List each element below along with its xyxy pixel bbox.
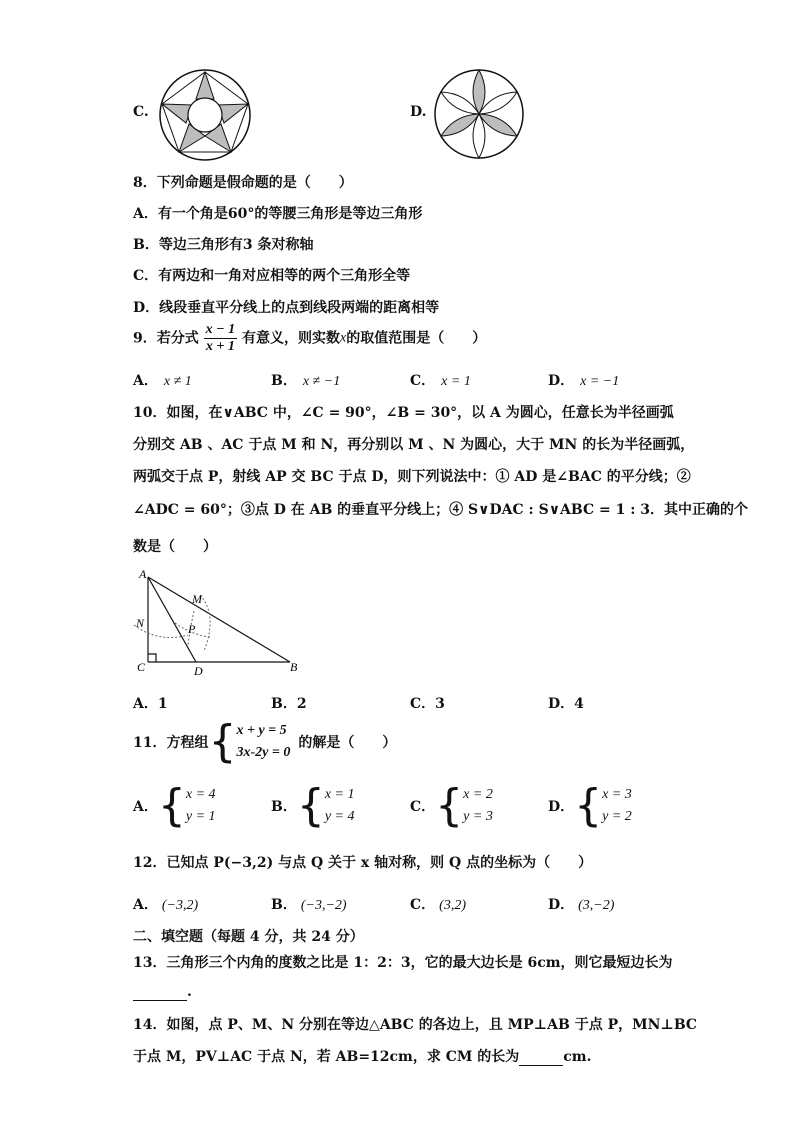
q8-option-a: A．有一个角是60°的等腰三角形是等边三角形 (133, 206, 423, 222)
q12-option-d: D． (3,−2) (548, 897, 615, 913)
q12-option-c: C． (3,2) (410, 897, 466, 913)
q10-line-2: 分别交 AB 、AC 于点 M 和 N，再分别以 M 、N 为圆心，大于 MN 的长为半径画弧， (133, 437, 695, 453)
figure-c-star-circle (156, 68, 254, 162)
q12-stem: 12．已知点 P(−3,2) 与点 Q 关于 x 轴对称，则 Q 点的坐标为（ ） (133, 855, 593, 871)
q9-stem: 9．若分式 $\frac{x - 1}{x + 1}$ 有意义，则实数x的取值范围是（ ） (133, 322, 487, 354)
q11-option-a: A．{ x = 4 y = 1 (133, 780, 216, 831)
q8-option-b: B．等边三角形有3 条对称轴 (133, 237, 314, 253)
figure-d-flower-circle (432, 68, 526, 160)
q9-option-b: B． x ≠ −1 (271, 373, 341, 389)
q13-answer-blank[interactable] (133, 984, 187, 1001)
q14-line-1: 14．如图，点 P、M、N 分别在等边△ABC 的各边上，且 MP⊥AB 于点 P，MN⊥BC (133, 1017, 698, 1033)
q10-triangle-figure (130, 565, 305, 680)
q8-stem: 8．下列命题是假命题的是（ ） (133, 175, 353, 191)
q10-option-b: B．2 (271, 696, 307, 712)
q10-line-5: 数是（ ） (133, 539, 217, 555)
q10-line-1: 10．如图，在∨ABC 中，∠C = 90°，∠B = 30°，以 A 为圆心，任意长为半径画弧 (133, 405, 674, 421)
q9-option-a: A． x ≠ 1 (133, 373, 192, 389)
q11-stem: 11．方程组{ x + y = 5 3x-2y = 0 的解是（ ） (133, 716, 397, 767)
option-d-label: D. (410, 104, 427, 120)
option-c-label: C. (133, 104, 149, 120)
q14-line-2: 于点 M，PV⊥AC 于点 N，若 AB=12cm，求 CM 的长为 cm. (133, 1049, 592, 1065)
q10-option-d: D．4 (548, 696, 584, 712)
q11-option-d: D．{ x = 3 y = 2 (548, 780, 632, 831)
q9-option-c: C． x = 1 (410, 373, 471, 389)
q8-option-d: D．线段垂直平分线上的点到线段两端的距离相等 (133, 300, 440, 316)
label-N: N (136, 616, 145, 630)
q14-answer-blank[interactable] (519, 1049, 563, 1066)
label-A: A (139, 567, 147, 581)
q12-option-b: B． (−3,−2) (271, 897, 347, 913)
q10-line-4: ∠ADC = 60°；③点 D 在 AB 的垂直平分线上；④ S∨DAC : S∨ABC = 1 : 3．其中正确的个 (133, 502, 749, 518)
label-M: M (192, 592, 202, 606)
label-C: C (137, 660, 146, 674)
q10-line-3: 两弧交于点 P，射线 AP 交 BC 于点 D，则下列说法中：① AD 是∠BAC 的平分线；② (133, 469, 691, 485)
q13-line-2: . (133, 984, 192, 1001)
q10-option-c: C．3 (410, 696, 445, 712)
label-P: P (188, 622, 196, 636)
q11-option-c: C．{ x = 2 y = 3 (410, 780, 493, 831)
label-D: D (194, 664, 203, 678)
label-B: B (290, 660, 298, 674)
q11-system: x + y = 5 3x-2y = 0 (236, 723, 291, 760)
q12-option-a: A． (−3,2) (133, 897, 199, 913)
q11-option-b: B．{ x = 1 y = 4 (271, 780, 355, 831)
q8-option-c: C．有两边和一角对应相等的两个三角形全等 (133, 268, 411, 284)
q9-option-d: D． x = −1 (548, 373, 620, 389)
section-2-title: 二、填空题（每题 4 分，共 24 分） (133, 929, 364, 945)
q10-option-a: A．1 (133, 696, 168, 712)
q9-fraction: $\frac{x - 1}{x + 1}$ (205, 322, 236, 354)
q13-line-1: 13．三角形三个内角的度数之比是 1：2：3，它的最大边长是 6cm，则它最短边长为 (133, 955, 673, 971)
